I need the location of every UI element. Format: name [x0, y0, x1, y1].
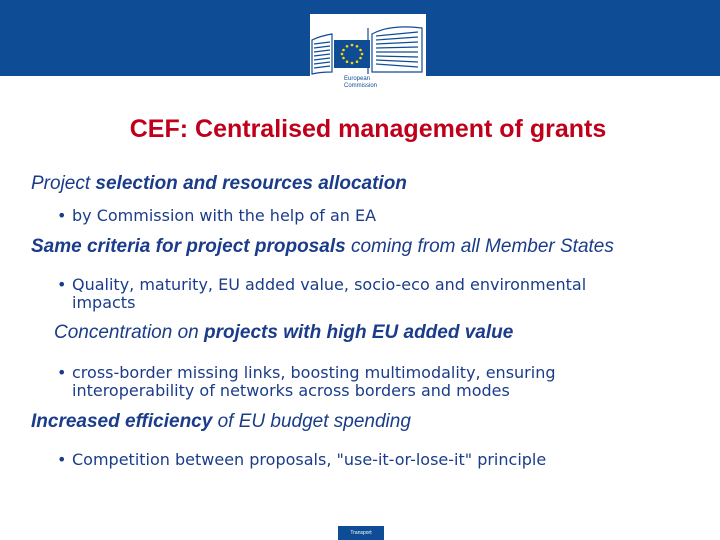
slide-title: CEF: Centralised management of grants: [129, 115, 607, 143]
heading-same-criteria: Same criteria for project proposals coming from all Member States: [31, 236, 614, 257]
heading-concentration: Concentration on projects with high EU added value: [54, 322, 514, 343]
bullet-competition: • Competition between proposals, "use-it-or-lose-it" principle: [57, 450, 547, 469]
heading-project-selection: Project selection and resources allocation: [31, 173, 407, 194]
bullet-cross-border-cont: interoperability of networks across borders and modes: [72, 381, 510, 400]
footer-badge-transport: Transport: [338, 526, 384, 540]
logo-text-european: European: [344, 76, 371, 82]
bullet-quality-maturity: • Quality, maturity, EU added value, socio-eco and environmental: [57, 275, 587, 294]
bullet-quality-maturity-cont: impacts: [72, 293, 136, 312]
logo-text-commission: Commission: [344, 83, 378, 89]
european-commission-logo: [310, 14, 426, 100]
heading-increased-efficiency: Increased efficiency of EU budget spending: [31, 411, 411, 432]
bullet-cross-border: • cross-border missing links, boosting multimodality, ensuring: [57, 363, 556, 382]
bullet-commission-ea: • by Commission with the help of an EA: [57, 206, 377, 225]
